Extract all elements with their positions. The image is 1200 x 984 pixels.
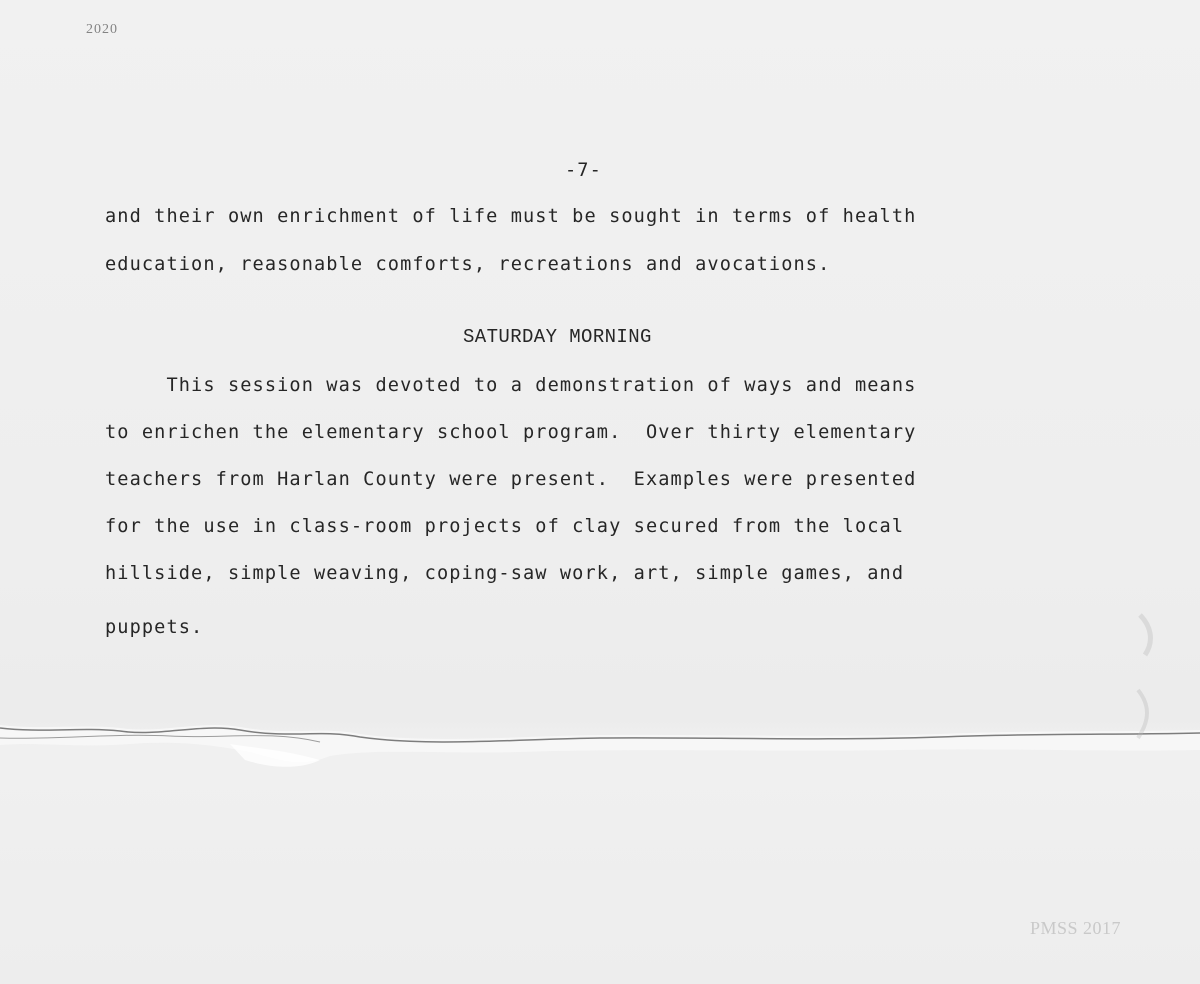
paragraph-line-2: to enrichen the elementary school program. Over thirty elementary: [105, 422, 917, 443]
paragraph-line-4: for the use in class-room projects of clay secured from the local: [105, 516, 905, 537]
corner-marks: 2020: [86, 22, 118, 37]
section-heading: SATURDAY MORNING: [463, 326, 652, 348]
watermark: PMSS 2017: [1030, 918, 1122, 938]
paragraph-line-5: hillside, simple weaving, coping-saw work, art, simple games, and: [105, 563, 905, 584]
paragraph-line-3: teachers from Harlan County were present. Examples were presented: [105, 469, 917, 490]
opening-line-2: education, reasonable comforts, recreations and avocations.: [105, 254, 831, 275]
paragraph-line-6: puppets.: [105, 617, 204, 638]
paragraph-line-1: This session was devoted to a demonstration of ways and means: [105, 375, 917, 396]
page-number: -7-: [565, 160, 602, 181]
opening-line-1: and their own enrichment of life must be sought in terms of health: [105, 206, 917, 227]
